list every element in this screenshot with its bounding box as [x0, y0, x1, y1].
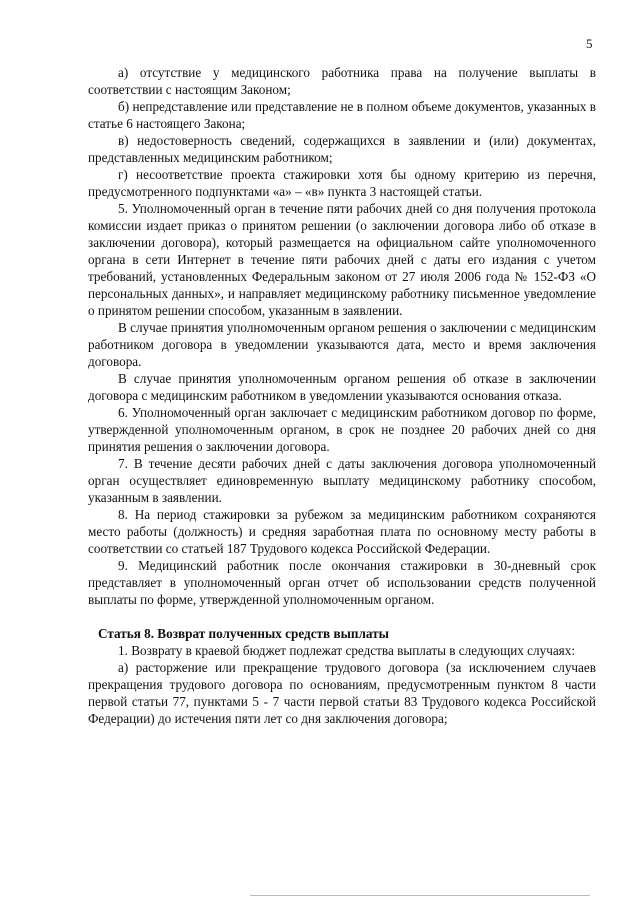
paragraph-a: а) отсутствие у медицинского работника права на получение выплаты в соответствии с настоящим Законом;: [88, 65, 596, 97]
document-body: [88, 64, 596, 727]
article-8-paragraph-1: 1. Возврату в краевой бюджет подлежат средства выплаты в следующих случаях:: [118, 643, 576, 658]
article-8-heading: Статья 8. Возврат полученных средств выплаты: [98, 626, 389, 641]
paragraph-b: б) непредставление или представление не в полном объеме документов, указанных в статье 6 настоящего Закона;: [88, 99, 596, 131]
paragraph-5: 5. Уполномоченный орган в течение пяти рабочих дней со дня получения протокола комиссии издает приказ о принятом решении (о заключении договора либо об отказе в заключении договора), который размещается на официальном сайте уполномоченного органа в сети Интернет в течение пяти рабочих дней с даты его издания с учетом требований, установленных Федеральным законом от 27 июля 2006 года № 152-ФЗ «О персональных данных», и направляет медицинскому работнику письменное уведомление о принятом решении способом, указанным в заявлении.: [88, 201, 596, 318]
paragraph-6: 6. Уполномоченный орган заключает с медицинским работником договор по форме, утвержденной уполномоченным органом, в срок не позднее 20 рабочих дней со дня принятия решения о заключении договора.: [88, 405, 596, 454]
paragraph-5-decision-conclude: В случае принятия уполномоченным органом решения о заключении с медицинским работником договора в уведомлении указываются дата, место и время заключения договора.: [88, 320, 596, 369]
bottom-rule: [250, 895, 590, 896]
paragraph-9: 9. Медицинский работник после окончания стажировки в 30-дневный срок представляет в уполномоченный орган отчет об использовании средств полученной выплаты по форме, утвержденной уполномоченным органом.: [88, 558, 596, 607]
page-number: 5: [586, 36, 593, 51]
paragraph-g: г) несоответствие проекта стажировки хотя бы одному критерию из перечня, предусмотренного подпунктами «а» – «в» пункта 3 настоящей статьи.: [88, 167, 596, 199]
article-8-paragraph-1a: а) расторжение или прекращение трудового договора (за исключением случаев прекращения трудового договора по основаниям, предусмотренным пунктом 8 части первой статьи 77, пунктами 5 - 7 части первой статьи 83 Трудового кодекса Российской Федерации) до истечения пяти лет со дня заключения договора;: [88, 660, 596, 726]
paragraph-5-decision-refuse: В случае принятия уполномоченным органом решения об отказе в заключении договора с медицинским работником в уведомлении указываются основания отказа.: [88, 371, 596, 403]
paragraph-v: в) недостоверность сведений, содержащихся в заявлении и (или) документах, представленных медицинским работником;: [88, 133, 596, 165]
paragraph-8: 8. На период стажировки за рубежом за медицинским работником сохраняются место работы (должность) и средняя заработная плата по основному месту работы в соответствии со статьей 187 Трудового кодекса Российской Федерации.: [88, 507, 596, 556]
paragraph-7: 7. В течение десяти рабочих дней с даты заключения договора уполномоченный орган осуществляет единовременную выплату медицинскому работнику способом, указанным в заявлении.: [88, 456, 596, 505]
